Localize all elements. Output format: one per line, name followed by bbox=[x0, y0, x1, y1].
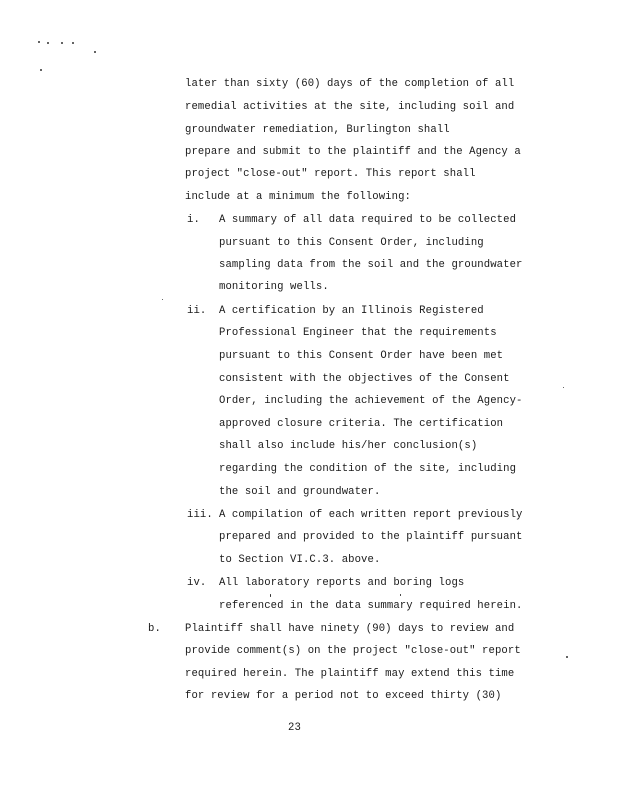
scan-speck bbox=[566, 656, 568, 658]
intro-line: include at a minimum the following: bbox=[185, 191, 412, 203]
section-line: Plaintiff shall have ninety (90) days to review and bbox=[185, 623, 515, 635]
item-line: A summary of all data required to be collected bbox=[219, 214, 517, 226]
item-line: A certification by an Illinois Registered bbox=[219, 305, 484, 317]
scan-speck bbox=[94, 51, 96, 53]
item-line: to Section VI.C.3. above. bbox=[219, 554, 381, 566]
item-line: pursuant to this Consent Order have been met bbox=[219, 350, 504, 362]
section-marker: b. bbox=[148, 623, 161, 635]
item-marker: ii. bbox=[187, 305, 207, 317]
item-line: pursuant to this Consent Order, including bbox=[219, 237, 484, 249]
intro-line: prepare and submit to the plaintiff and the Agency a bbox=[185, 146, 521, 158]
item-line: the soil and groundwater. bbox=[219, 486, 381, 498]
scan-speck bbox=[61, 42, 63, 44]
scan-speck bbox=[38, 41, 40, 43]
intro-line: groundwater remediation, Burlington shall bbox=[185, 124, 450, 136]
scan-speck bbox=[563, 387, 564, 388]
section-line: required herein. The plaintiff may extend this time bbox=[185, 668, 515, 680]
intro-line: remedial activities at the site, including soil and bbox=[185, 101, 515, 113]
scan-speck bbox=[270, 594, 271, 597]
scan-speck bbox=[47, 42, 49, 44]
item-line: referenced in the data summary required herein. bbox=[219, 600, 523, 612]
section-line: provide comment(s) on the project "close-out" report bbox=[185, 645, 521, 657]
intro-line: later than sixty (60) days of the completion of all bbox=[185, 78, 515, 90]
section-line: for review for a period not to exceed thirty (30) bbox=[185, 690, 502, 702]
item-line: monitoring wells. bbox=[219, 281, 329, 293]
page-number: 23 bbox=[288, 722, 301, 734]
scan-speck bbox=[40, 69, 42, 71]
item-marker: i. bbox=[187, 214, 200, 226]
item-line: regarding the condition of the site, including bbox=[219, 463, 517, 475]
item-line: consistent with the objectives of the Consent bbox=[219, 373, 510, 385]
item-line: All laboratory reports and boring logs bbox=[219, 577, 465, 589]
item-marker: iii. bbox=[187, 509, 213, 521]
item-line: approved closure criteria. The certification bbox=[219, 418, 504, 430]
item-line: sampling data from the soil and the groundwater bbox=[219, 259, 523, 271]
item-line: shall also include his/her conclusion(s) bbox=[219, 440, 478, 452]
scan-speck bbox=[162, 299, 163, 300]
item-line: Order, including the achievement of the Agency- bbox=[219, 395, 523, 407]
item-line: prepared and provided to the plaintiff pursuant bbox=[219, 531, 523, 543]
item-line: Professional Engineer that the requirements bbox=[219, 327, 497, 339]
scan-speck bbox=[72, 42, 74, 44]
intro-line: project "close-out" report. This report shall bbox=[185, 168, 476, 180]
scan-speck bbox=[400, 594, 401, 596]
item-line: A compilation of each written report previously bbox=[219, 509, 523, 521]
item-marker: iv. bbox=[187, 577, 207, 589]
